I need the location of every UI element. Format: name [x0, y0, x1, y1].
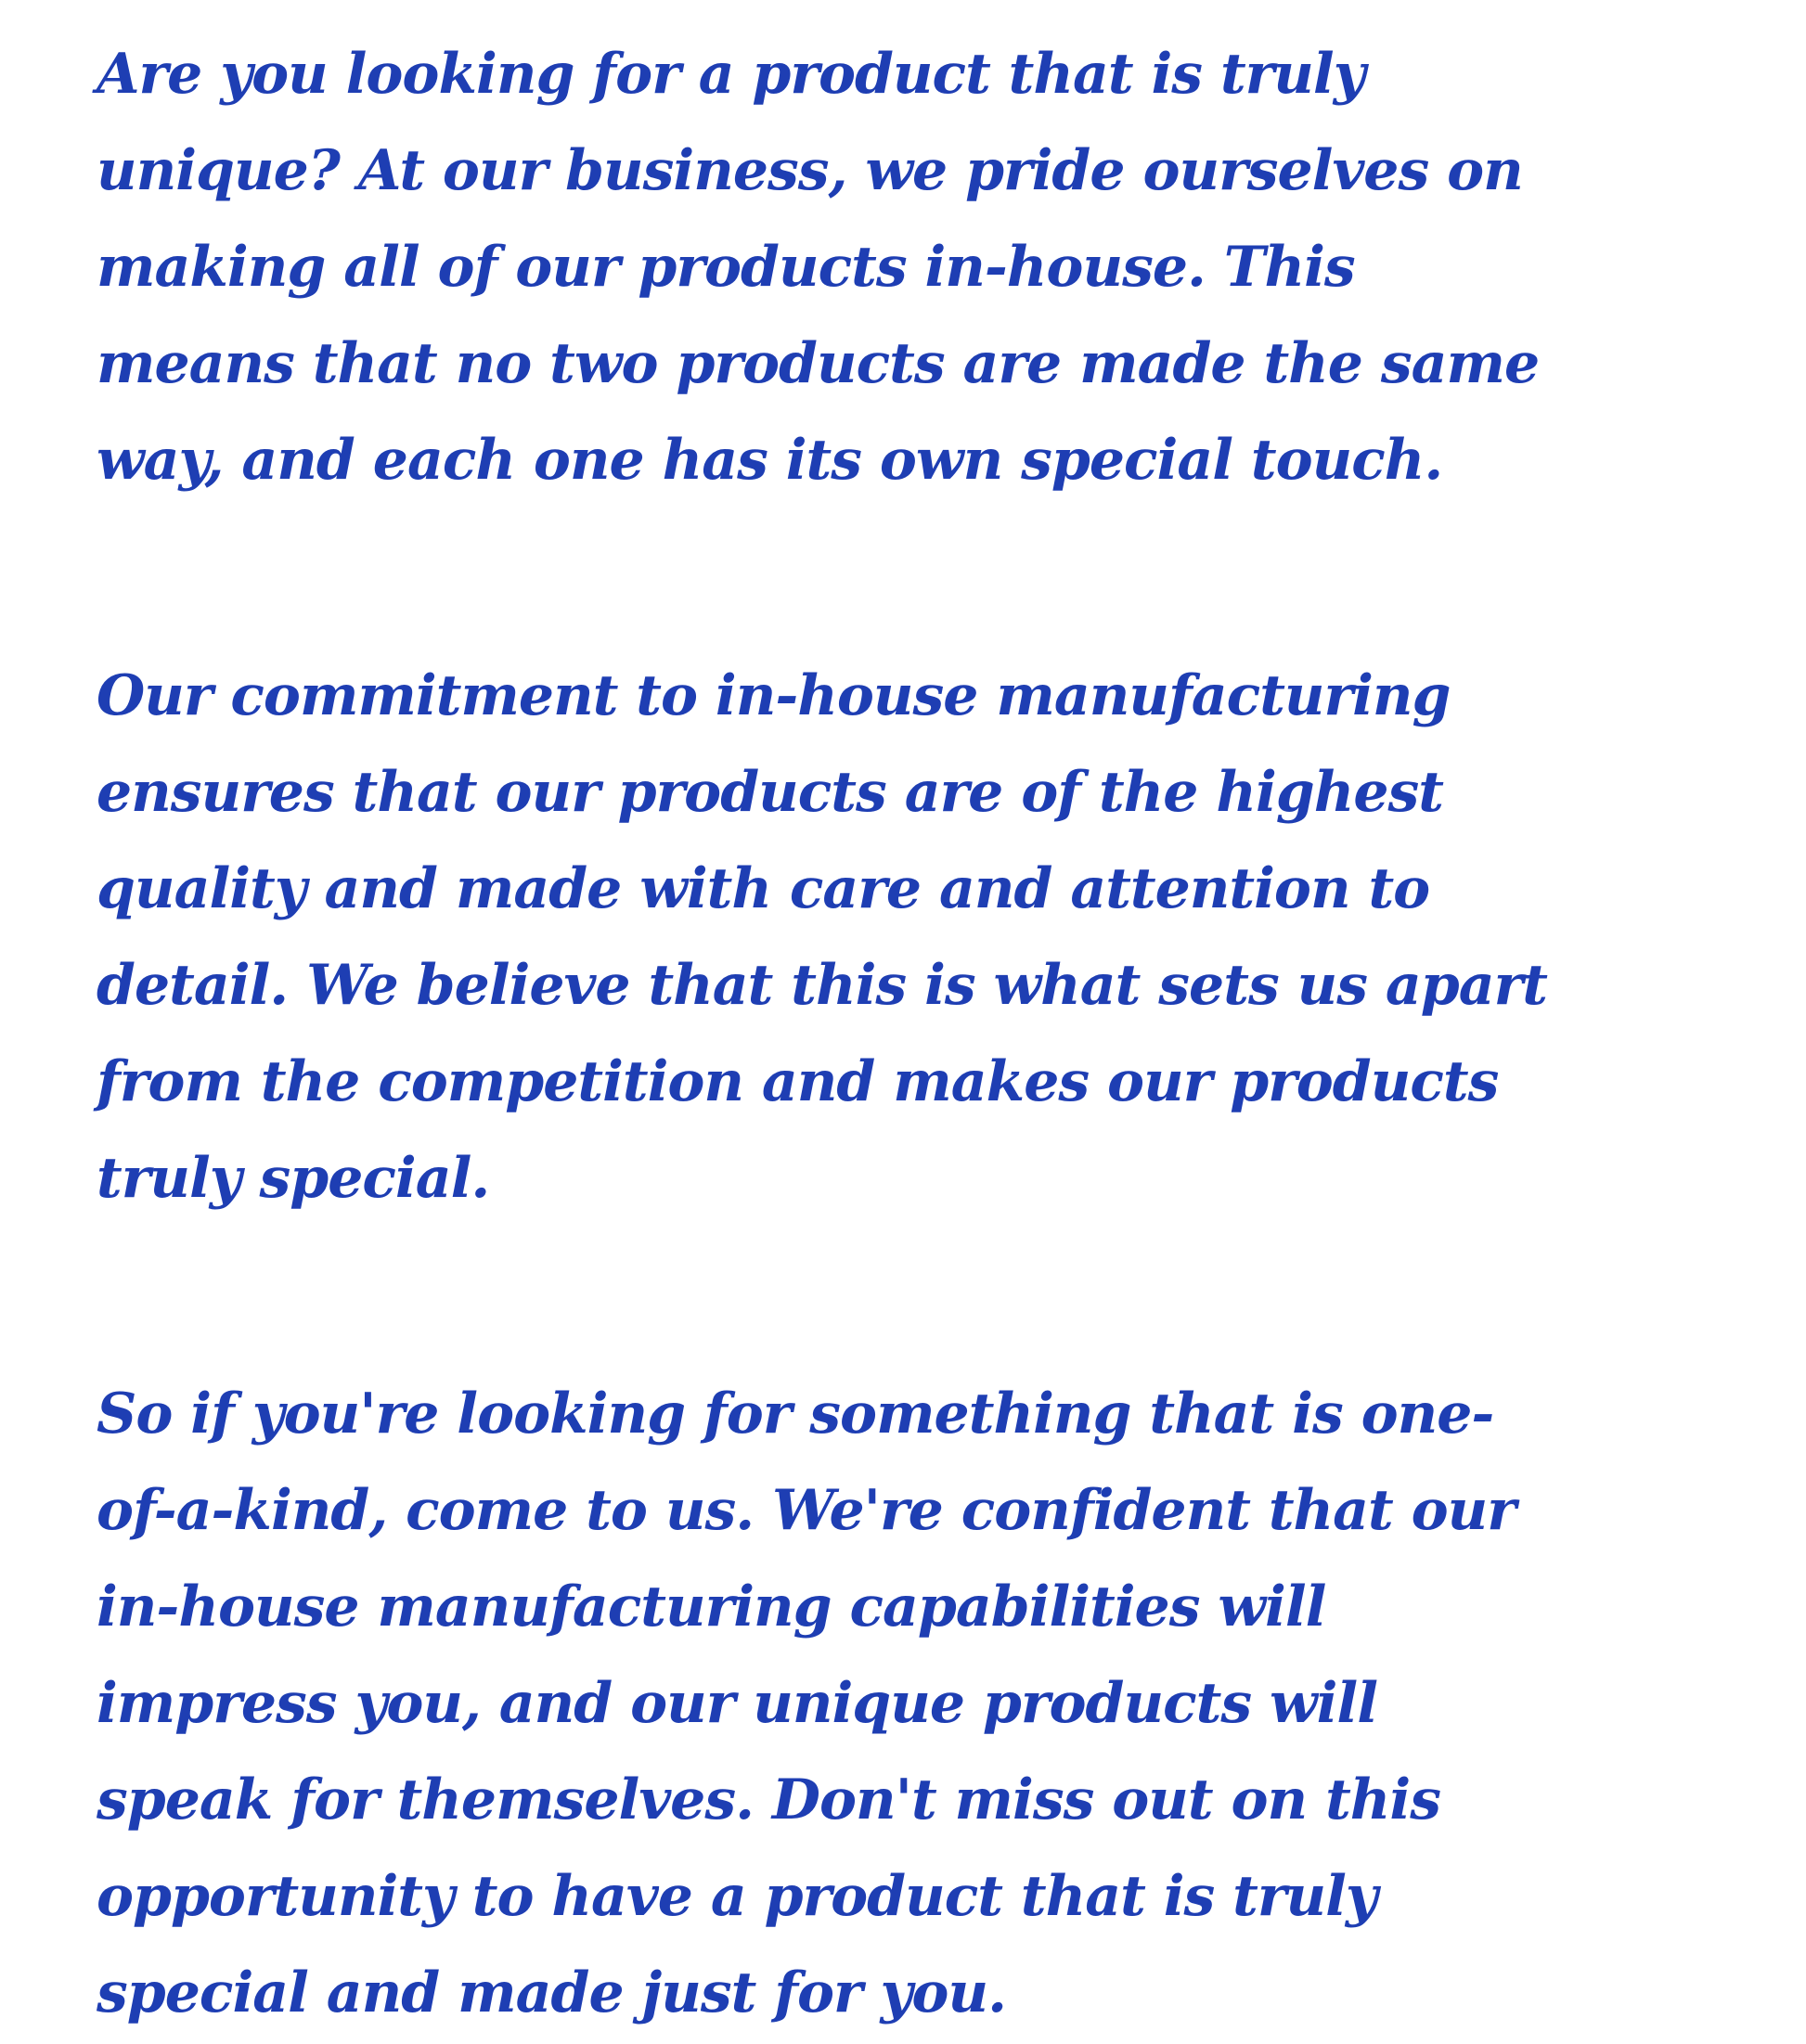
- paragraph-commitment: [97, 648, 1713, 1227]
- text-line: Are you looking for a product that is truly: [97, 42, 1365, 107]
- text-line: Our commitment to in-house manufacturing: [97, 663, 1451, 728]
- text-line: unique? At our business, we pride ourselves on: [97, 138, 1523, 203]
- text-line: speak for themselves. Don't miss out on this: [97, 1768, 1440, 1832]
- text-line: opportunity to have a product that is truly: [97, 1864, 1377, 1929]
- text-line: truly special.: [97, 1146, 490, 1211]
- text-line: of-a-kind, come to us. We're confident that our: [97, 1478, 1516, 1543]
- text-line: means that no two products are made the same: [97, 331, 1540, 396]
- text-line: quality and made with care and attention to: [97, 856, 1430, 921]
- text-line: way, and each one has its own special touch.: [97, 428, 1443, 493]
- paragraph-unique-products: [97, 26, 1713, 508]
- text-line: impress you, and our unique products will: [97, 1671, 1378, 1736]
- text-line: So if you're looking for something that is one-: [97, 1382, 1494, 1446]
- text-line: ensures that our products are of the highest: [97, 760, 1444, 825]
- text-line: from the competition and makes our products: [97, 1049, 1499, 1114]
- text-line: special and made just for you.: [97, 1960, 1006, 2025]
- text-line: making all of our products in-house. This: [97, 235, 1355, 300]
- paragraph-call-to-action: [97, 1366, 1713, 2041]
- text-line: detail. We believe that this is what sets us apart: [97, 953, 1547, 1018]
- text-line: in-house manufacturing capabilities will: [97, 1575, 1326, 1639]
